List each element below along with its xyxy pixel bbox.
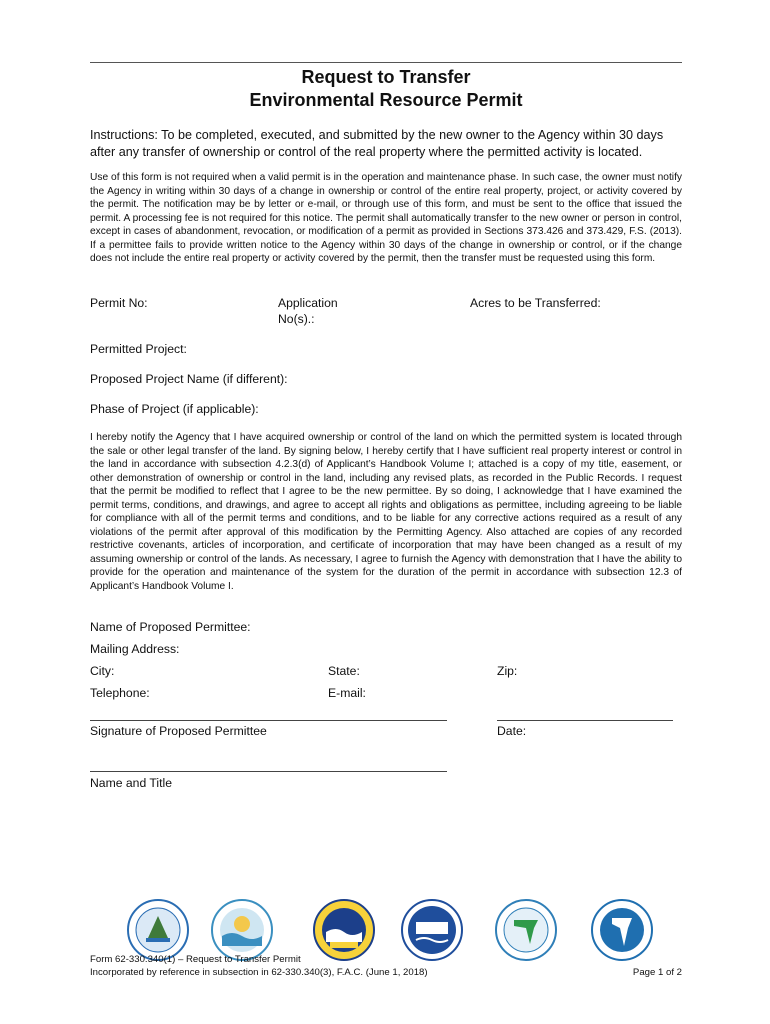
header-rule — [90, 62, 682, 63]
footer-form-line: Form 62-330.340(1) – Request to Transfer Permit — [90, 954, 301, 965]
page-number: Page 1 of 2 — [632, 967, 682, 978]
signature-label: Signature of Proposed Permittee — [90, 724, 267, 738]
city-label: City: — [90, 664, 115, 678]
date-label: Date: — [497, 724, 527, 738]
date-line[interactable] — [497, 720, 673, 721]
northwest-florida-wmd-seal-icon — [312, 898, 376, 962]
permitted-project-label: Permitted Project: — [90, 342, 187, 356]
title-line-2: Environmental Resource Permit — [249, 90, 523, 110]
application-nos-label: Application No(s).: — [278, 296, 338, 326]
mailing-address-label: Mailing Address: — [90, 642, 180, 656]
name-title-line[interactable] — [90, 771, 447, 772]
title-line-1: Request to Transfer — [301, 67, 471, 87]
name-title-label: Name and Title — [90, 776, 172, 790]
footer-incorporated-line: Incorporated by reference in subsection in 62-330.340(3), F.A.C. (June 1, 2018) — [90, 967, 428, 978]
signature-line[interactable] — [90, 720, 447, 721]
instructions-text: Instructions: To be completed, executed, and submitted by the new owner to the Agency within 30 days after any transfer of ownership or control of the real property where the permitted activity is located. — [90, 128, 664, 159]
zip-label: Zip: — [497, 664, 518, 678]
permittee-name-label: Name of Proposed Permittee: — [90, 620, 251, 634]
acres-label: Acres to be Transferred: — [470, 296, 601, 310]
phase-label: Phase of Project (if applicable): — [90, 402, 259, 416]
telephone-label: Telephone: — [90, 686, 150, 700]
st-johns-wmd-seal-icon — [494, 898, 558, 962]
certification-paragraph: I hereby notify the Agency that I have acquired ownership or control of the land on which the permitted system is located through the sale or other legal transfer of the land. By signing below, I hereby certify that I have sufficient real property interest or control in the land in accordance with subsection 4.2.3(d) of Applicant’s Handbook Volume I; attached is a copy of my title, easement, or other demonstration of ownership or control in the land, including any revised plats, as recorded in the Public Records. I request that the permit be modified to reflect that I agree to be the new permittee. By so doing, I acknowledge that I have examined the permit terms, conditions, and drawings, and agree to accept all rights and obligations as permittee, including agreeing to be liable for compliance with all of the permit terms and conditions, and to be liable for any corrective actions required as a result of any violations of the permit after approval of this modification by the Permitting Agency. Also attached are copies of any recorded restrictive covenants, articles of incorporation, and certificate of incorporation that may have been changed as a result of my assuming ownership or control of the lands. As necessary, I agree to furnish the Agency with demonstration that I have the ability to provide for the operation and maintenance of the system for the duration of the permit in accordance with subsection 12.3 of Applicant’s Handbook Volume I. — [90, 432, 682, 592]
proposed-project-name-label: Proposed Project Name (if different): — [90, 372, 288, 386]
permit-no-label: Permit No: — [90, 296, 148, 310]
notice-paragraph: Use of this form is not required when a valid permit is in the operation and maintenance phase. In such case, the owner must notify the Agency in writing within 30 days of a change in ownership or control of the entire real property, project, or activity covered by the permit. The notification may be by letter or e-mail, or through use of this form, and must be sent to the office that issued the permit. A processing fee is not required for this notice. The permit shall automatically transfer to the new owner or person in control, except in cases of abandonment, revocation, or modification of a permit as provided in Sections 373.426 and 373.429, F.S. (2013). If a permittee fails to provide written notice to the Agency within 30 days of the change in ownership or control, or if the change does not include the entire real property or activity covered by the permit, then the transfer must be requested using this form. — [90, 172, 682, 264]
srwmd-seal-icon — [400, 898, 464, 962]
state-label: State: — [328, 664, 360, 678]
south-florida-wmd-seal-icon — [590, 898, 654, 962]
email-label: E-mail: — [328, 686, 366, 700]
